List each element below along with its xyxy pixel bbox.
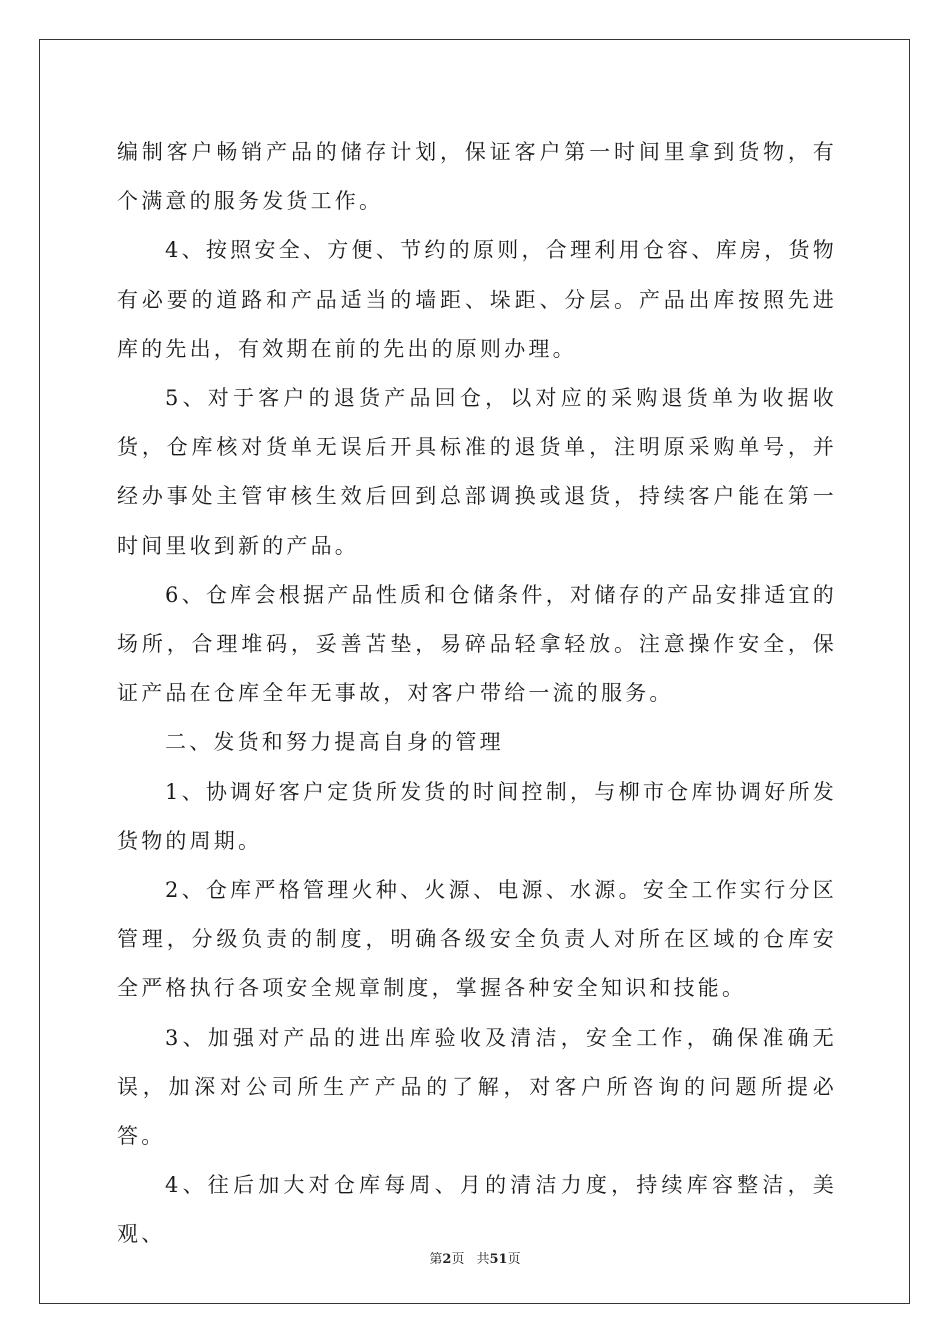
page-suffix: 页: [451, 1252, 465, 1267]
paragraph: 4、按照安全、方便、节约的原则，合理利用仓容、库房，货物有必要的道路和产品适当的墙距、垛距、分层。产品出库按照先进库的先出，有效期在前的先出的原则办理。: [117, 238, 837, 361]
paragraph: 4、往后加大对仓库每周、月的清洁力度，持续库容整洁，美观、: [117, 1173, 837, 1247]
document-body: [117, 128, 837, 1260]
paragraph: 编制客户畅销产品的储存计划，保证客户第一时间里拿到货物，有个满意的服务发货工作。: [117, 140, 837, 214]
total-suffix: 页: [507, 1252, 521, 1267]
paragraph: 3、加强对产品的进出库验收及清洁，安全工作，确保准确无误，加深对公司所生产产品的了解，对客户所咨询的问题所提必答。: [117, 1025, 837, 1149]
section-heading: 二、发货和努力提高自身的管理: [165, 730, 504, 755]
total-pages: 51: [489, 1252, 508, 1267]
page-number: 2: [442, 1252, 452, 1267]
total-prefix: 共: [476, 1252, 490, 1267]
paragraph: 6、仓库会根据产品性质和仓储条件，对储存的产品安排适宜的场所，合理堆码，妥善苫垫，易碎品轻拿轻放。注意操作安全，保证产品在仓库全年无事故，对客户带给一流的服务。: [117, 582, 837, 706]
paragraph: 2、仓库严格管理火种、火源、电源、水源。安全工作实行分区管理，分级负责的制度，明确各级安全负责人对所在区域的仓库安全严格执行各项安全规章制度，掌握各种安全知识和技能。: [117, 878, 837, 1001]
paragraph: 5、对于客户的退货产品回仓，以对应的采购退货单为收据收货，仓库核对货单无误后开具标准的退货单，注明原采购单号，并经办事处主管审核生效后回到总部调换或退货，持续客户能在第一时间里收到新的产品。: [117, 386, 837, 558]
page-footer: [0, 1248, 950, 1267]
paragraph: 1、协调好客户定货所发货的时间控制，与柳市仓库协调好所发货物的周期。: [117, 779, 837, 853]
page-prefix: 第: [429, 1252, 443, 1267]
